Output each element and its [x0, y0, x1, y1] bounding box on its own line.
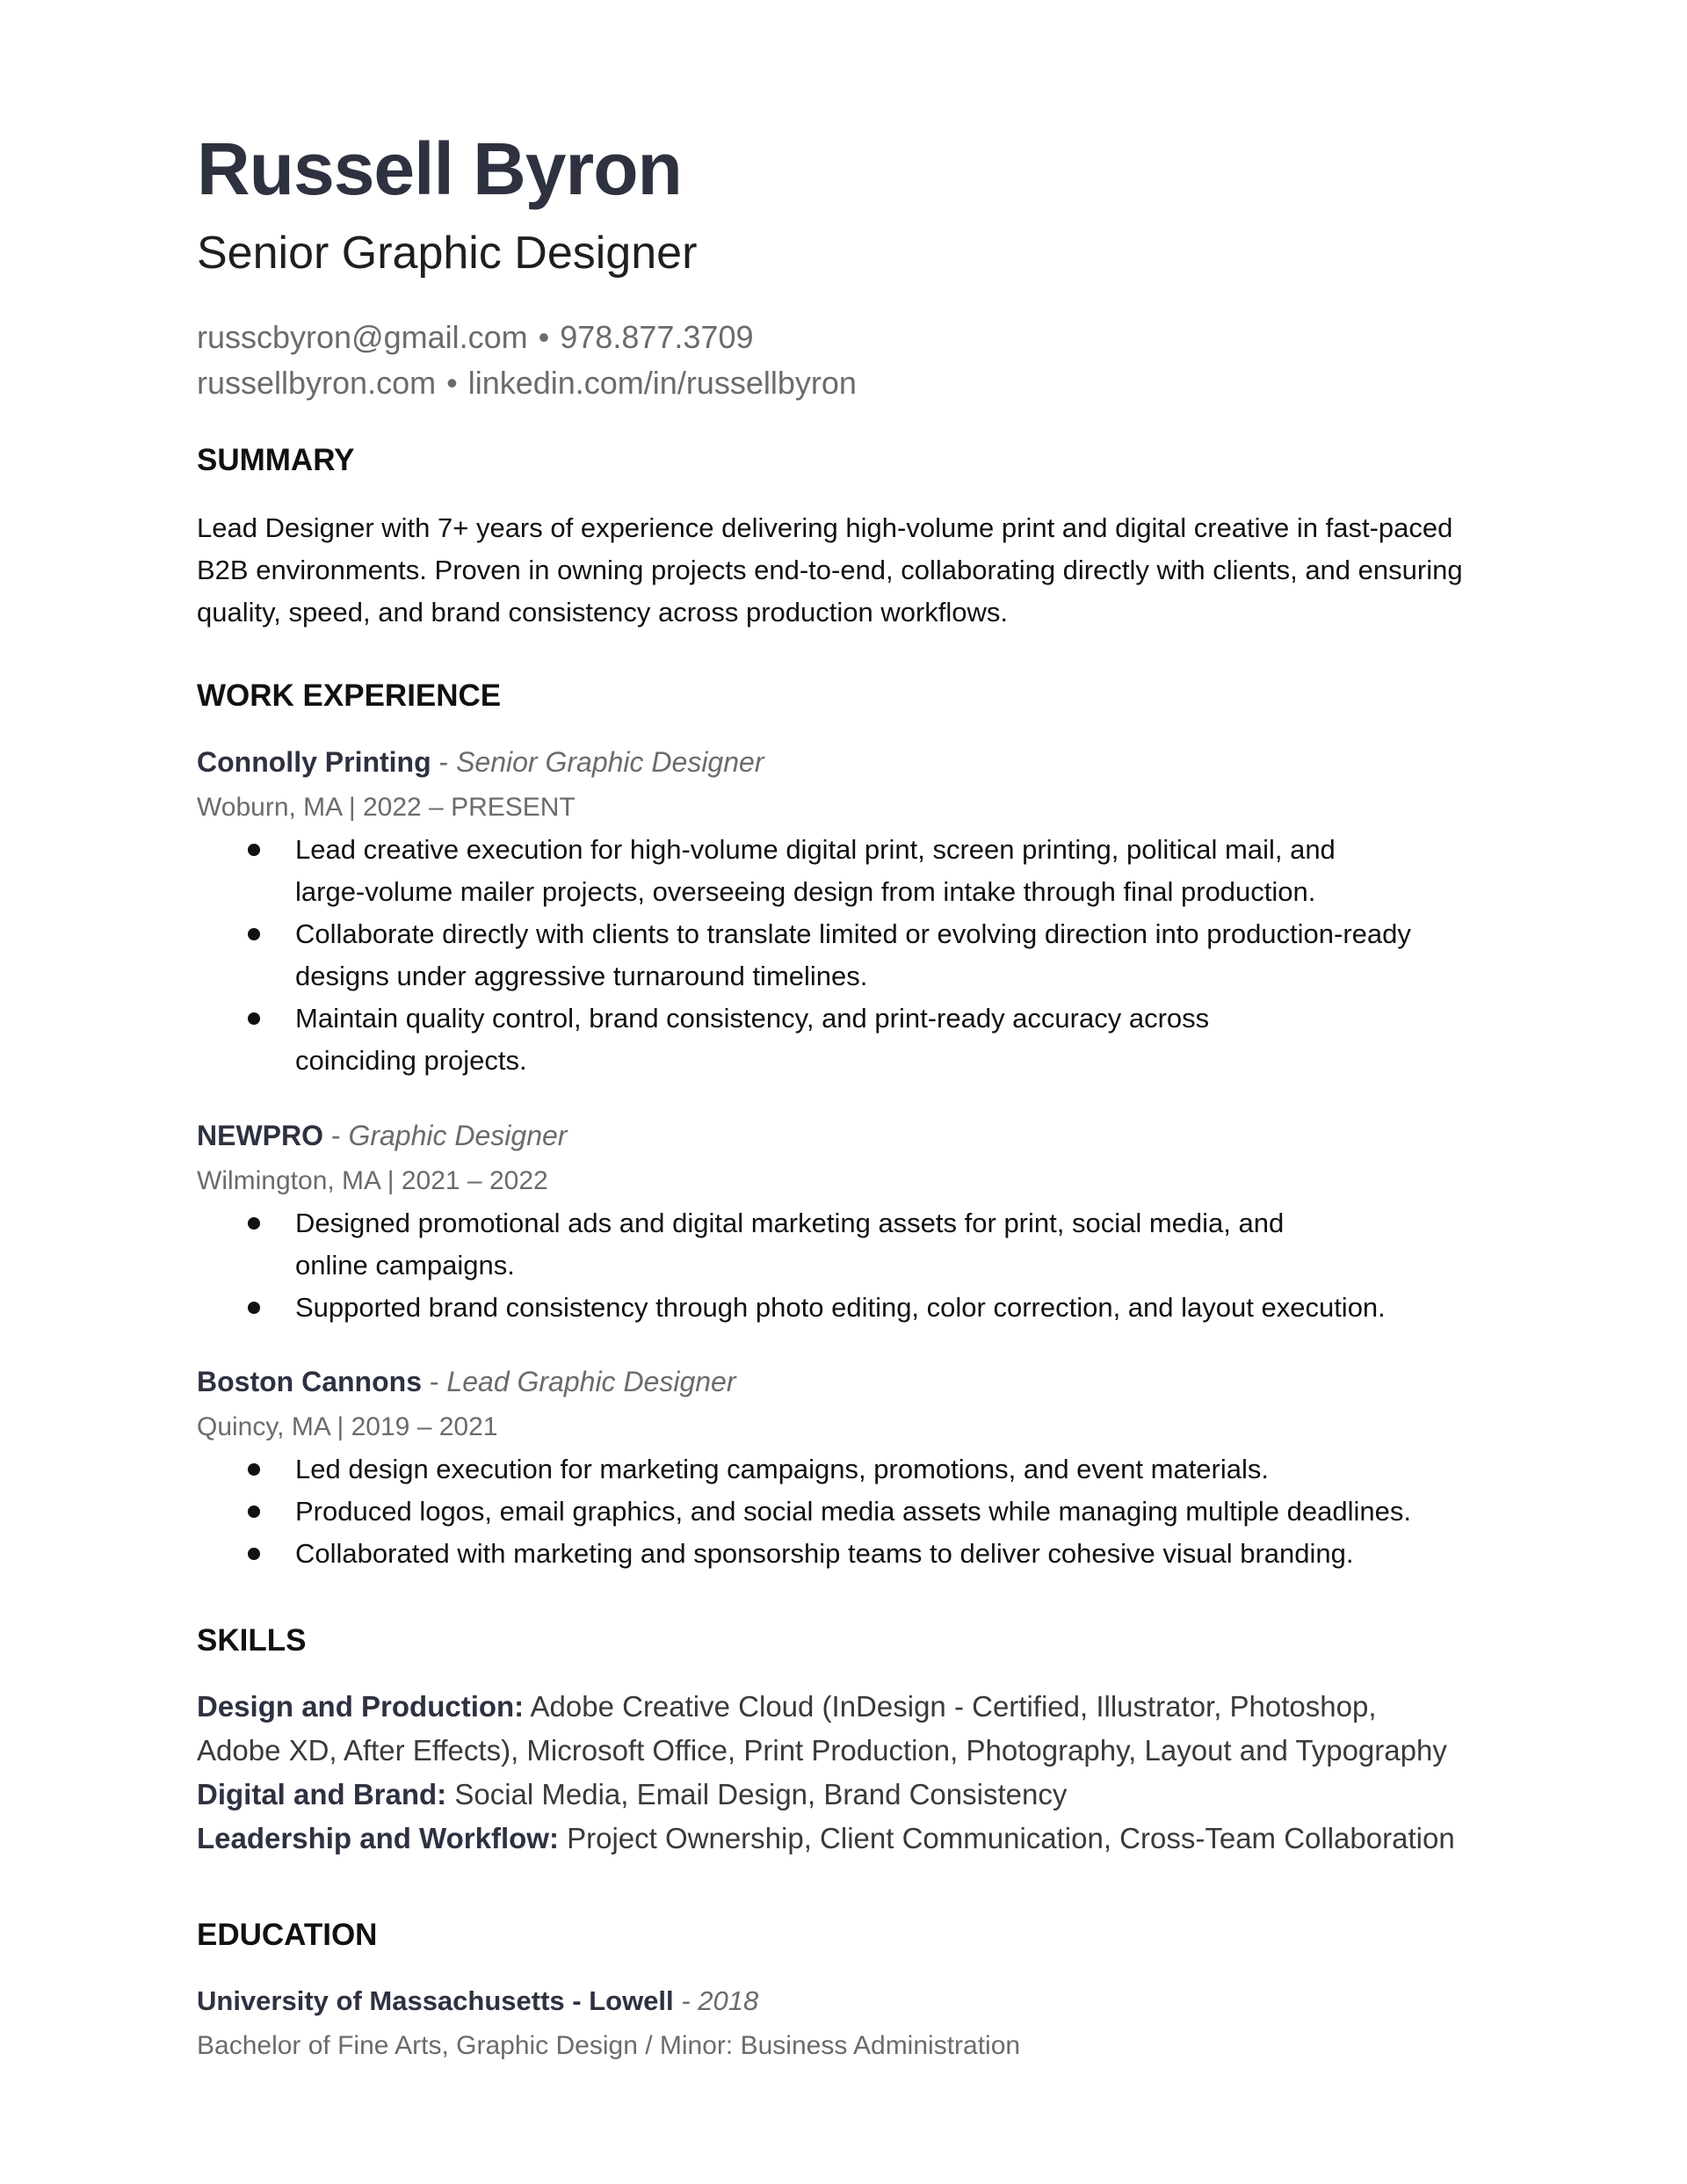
education-degree: Bachelor of Fine Arts, Graphic Design / Minor: Business Administration [197, 2031, 1021, 2060]
job-meta: Quincy, MA | 2019 – 2021 [197, 1412, 498, 1441]
list-item [197, 1287, 1532, 1329]
website-link[interactable]: russellbyron.com [197, 365, 437, 401]
skill-values: Adobe Creative Cloud (InDesign - Certified, Illustrator, Photoshop, [524, 1690, 1377, 1723]
skill-design-production-cont: Adobe XD, After Effects), Microsoft Office, Print Production, Photography, Layout and Typography [197, 1734, 1447, 1767]
job-role: Lead Graphic Designer [446, 1366, 736, 1397]
job-company: Connolly Printing [197, 746, 431, 778]
bullet-line: online campaigns. [295, 1250, 515, 1281]
bullet-line: Collaborated with marketing and sponsorship teams to deliver cohesive visual branding. [295, 1538, 1354, 1569]
job-role: Graphic Designer [348, 1120, 568, 1151]
bullet-line: designs under aggressive turnaround timelines. [295, 961, 868, 991]
list-item [197, 998, 1532, 1082]
job-dash: - [431, 746, 457, 778]
education-header [197, 1987, 758, 2014]
education-year: 2018 [698, 1985, 759, 2016]
contact-line-2 [197, 367, 857, 399]
bullet-line: large-volume mailer projects, overseeing design from intake through final production. [295, 876, 1316, 907]
contact-line-1 [197, 319, 754, 355]
job-role: Senior Graphic Designer [456, 746, 764, 778]
contact-separator: • [538, 319, 550, 355]
summary-line: B2B environments. Proven in owning projects end-to-end, collaborating directly with clients, and ensuring [197, 555, 1463, 585]
summary-heading: SUMMARY [197, 443, 355, 477]
skill-category: Digital and Brand: [197, 1778, 447, 1810]
skill-design-production [197, 1692, 1377, 1721]
list-item [197, 913, 1532, 998]
phone-number[interactable]: 978.877.3709 [560, 319, 754, 355]
job-meta: Woburn, MA | 2022 – PRESENT [197, 793, 576, 822]
job-dash: - [421, 1366, 447, 1397]
bullet-dot-icon [248, 1012, 260, 1025]
job-header [197, 748, 764, 776]
bullet-line: Designed promotional ads and digital marketing assets for print, social media, and [295, 1208, 1285, 1238]
bullet-dot-icon [248, 1302, 260, 1314]
linkedin-link[interactable]: linkedin.com/in/russellbyron [467, 365, 857, 401]
bullet-line: coinciding projects. [295, 1045, 527, 1076]
education-dash: - [673, 1985, 699, 2016]
bullet-line: Lead creative execution for high-volume digital print, screen printing, political mail, and [295, 834, 1336, 865]
list-item [197, 1533, 1532, 1575]
skill-category: Design and Production: [197, 1690, 525, 1723]
candidate-headline: Senior Graphic Designer [197, 228, 698, 279]
bullet-dot-icon [248, 844, 260, 856]
skill-values: Project Ownership, Client Communication, Cross-Team Collaboration [558, 1822, 1455, 1854]
job-bullets [197, 829, 1532, 1082]
job-header [197, 1121, 567, 1150]
summary-line: quality, speed, and brand consistency across production workflows. [197, 597, 1009, 628]
job-dash: - [323, 1120, 349, 1151]
education-heading: EDUCATION [197, 1918, 378, 1952]
job-company: Boston Cannons [197, 1366, 422, 1397]
bullet-line: Maintain quality control, brand consistency, and print-ready accuracy across [295, 1003, 1210, 1034]
list-item [197, 1202, 1532, 1287]
bullet-dot-icon [248, 1463, 260, 1476]
skill-leadership-workflow [197, 1824, 1455, 1853]
candidate-name: Russell Byron [197, 127, 682, 210]
bullet-line: Led design execution for marketing campaigns, promotions, and event materials. [295, 1454, 1269, 1484]
skill-values: Social Media, Email Design, Brand Consistency [446, 1778, 1068, 1810]
skills-heading: SKILLS [197, 1623, 307, 1658]
education-school: University of Massachusetts - Lowell [197, 1985, 674, 2016]
skill-category: Leadership and Workflow: [197, 1822, 559, 1854]
bullet-dot-icon [248, 928, 260, 940]
bullet-dot-icon [248, 1506, 260, 1518]
bullet-line: Supported brand consistency through photo editing, color correction, and layout execution. [295, 1292, 1386, 1323]
summary-text [197, 507, 1463, 634]
skill-digital-brand [197, 1780, 1067, 1809]
job-header [197, 1368, 736, 1396]
bullet-line: Produced logos, email graphics, and social media assets while managing multiple deadlines. [295, 1496, 1411, 1527]
experience-heading: WORK EXPERIENCE [197, 678, 502, 713]
summary-line: Lead Designer with 7+ years of experience delivering high-volume print and digital creative in fast-paced [197, 512, 1453, 543]
email-link[interactable]: russcbyron@gmail.com [197, 319, 528, 355]
bullet-dot-icon [248, 1217, 260, 1230]
list-item [197, 1448, 1532, 1491]
list-item [197, 829, 1532, 913]
list-item [197, 1491, 1532, 1533]
job-bullets [197, 1448, 1532, 1575]
job-meta: Wilmington, MA | 2021 – 2022 [197, 1166, 548, 1195]
bullet-dot-icon [248, 1548, 260, 1560]
job-company: NEWPRO [197, 1120, 323, 1151]
bullet-line: Collaborate directly with clients to translate limited or evolving direction into production-ready [295, 918, 1411, 949]
contact-separator: • [446, 365, 458, 401]
job-bullets [197, 1202, 1532, 1329]
